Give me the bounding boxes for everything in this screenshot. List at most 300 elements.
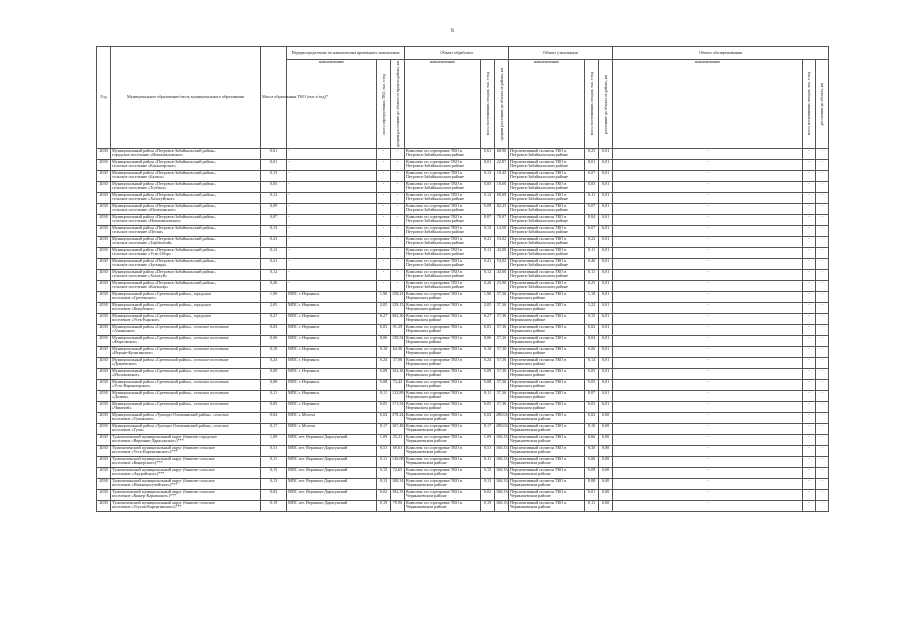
cell-util-mass: 0,09 — [585, 468, 599, 479]
cell-disposal: - — [613, 292, 803, 303]
cell-acc-dist: 91,29 — [391, 325, 405, 336]
cell-municipality: Муниципальный район «Петровск-Забайкальский район», сельское поселение «Малетинское» — [111, 204, 261, 215]
cell-disp-mass: - — [803, 193, 816, 204]
cell-proc-dist: 14,50 — [495, 226, 509, 237]
cell-processing: Комплекс по сортировке ТКО в Нерчинском районе — [405, 336, 481, 347]
cell-disp-mass: - — [803, 490, 816, 501]
header-redistribution: Перераспределение по накопителям временного накопления — [287, 47, 405, 60]
cell-proc-dist: 57,36 — [495, 314, 509, 325]
cell-utilization: Перспективный полигон ТКО в Петровск-Забайкальском районе — [509, 259, 585, 270]
cell-processing: Комплекс по сортировке ТКО в Чернышевском районе — [405, 468, 481, 479]
cell-proc-dist: 160,33 — [495, 457, 509, 468]
cell-disp-dist: - — [816, 259, 829, 270]
cell-year: 2030 — [97, 424, 111, 435]
cell-proc-dist: 57,36 — [495, 380, 509, 391]
cell-proc-mass: 0,61 — [481, 149, 495, 160]
cell-accumulator: МПС г. Нерчинск — [287, 314, 377, 325]
cell-acc-dist: - — [391, 226, 405, 237]
cell-utilization: Перспективный полигон ТКО в Петровск-Забайкальском районе — [509, 248, 585, 259]
cell-proc-dist: 160,33 — [495, 490, 509, 501]
cell-util-mass: 0,11 — [585, 501, 599, 512]
header-name-2: наименование — [405, 60, 481, 149]
cell-mass: 0,09 — [261, 204, 287, 215]
cell-proc-dist: 280,04 — [495, 424, 509, 435]
table-row — [97, 149, 829, 160]
cell-util-mass: 0,30 — [585, 446, 599, 457]
cell-disposal: - — [613, 160, 803, 171]
cell-disp-mass: - — [803, 270, 816, 281]
cell-utilization: Перспективный полигон ТКО в Петровск-Забайкальском районе — [509, 171, 585, 182]
cell-municipality: Муниципальный район «Петровск-Забайкальский район», сельское поселение «Толбага» — [111, 182, 261, 193]
cell-processing: Комплекс по сортировке ТКО в Петровск-Забайкальском районе — [405, 160, 481, 171]
table-row — [97, 292, 829, 303]
cell-acc-dist: - — [391, 193, 405, 204]
cell-municipality: Муниципальный район «Петровск-Забайкальский район», сельское поселение «Хохотуйское» — [111, 193, 261, 204]
cell-proc-dist: 160,33 — [495, 479, 509, 490]
table-row — [97, 237, 829, 248]
cell-processing: Комплекс по сортировке ТКО в Чернышевском районе — [405, 413, 481, 424]
cell-year: 2030 — [97, 259, 111, 270]
cell-acc-mass: - — [377, 160, 391, 171]
header-dist-3: расстояние до объекта от района, км — [599, 60, 613, 149]
cell-accumulator: МПС пгт. Вершино-Дарасунский — [287, 490, 377, 501]
header-municipality: Муниципальное образование/часть муниципального образования — [111, 47, 261, 149]
cell-util-dist: 0,00 — [599, 468, 613, 479]
cell-util-mass: 0,03 — [585, 182, 599, 193]
cell-util-dist: 0,00 — [599, 424, 613, 435]
cell-disp-mass: - — [803, 281, 816, 292]
cell-proc-mass: 0,19 — [481, 501, 495, 512]
cell-processing: Комплекс по сортировке ТКО в Чернышевском районе — [405, 424, 481, 435]
cell-disp-dist: - — [816, 248, 829, 259]
cell-year: 2030 — [97, 171, 111, 182]
cell-disp-mass: - — [803, 160, 816, 171]
cell-municipality: Тунгокоченский муниципальный округ (бывшее сельское поселение «Кыкерское»)*** — [111, 457, 261, 468]
cell-disposal: - — [613, 391, 803, 402]
cell-municipality: Муниципальный район «Сретенский район», городское поселение «Усть-Карское» — [111, 314, 261, 325]
cell-util-mass: 0,06 — [585, 347, 599, 358]
cell-mass: 0,10 — [261, 347, 287, 358]
cell-disp-mass: - — [803, 380, 816, 391]
cell-util-mass: 0,07 — [585, 391, 599, 402]
cell-disp-dist: - — [816, 435, 829, 446]
cell-disposal: - — [613, 270, 803, 281]
cell-municipality: Муниципальный район «Петровск-Забайкальский район», сельское поселение «Тарбагатай» — [111, 237, 261, 248]
cell-disposal: - — [613, 490, 803, 501]
cell-proc-mass: 0,11 — [481, 457, 495, 468]
cell-util-dist: 0,01 — [599, 391, 613, 402]
cell-utilization: Перспективный полигон ТКО в Чернышевском районе — [509, 457, 585, 468]
cell-util-dist: 0,01 — [599, 325, 613, 336]
cell-processing: Комплекс по сортировке ТКО в Петровск-Забайкальском районе — [405, 237, 481, 248]
cell-util-mass: 0,02 — [585, 325, 599, 336]
table-row — [97, 501, 829, 512]
header-dist-4: расстояние до объекта, км — [816, 60, 829, 149]
cell-acc-dist: - — [391, 270, 405, 281]
cell-year: 2030 — [97, 336, 111, 347]
cell-disp-dist: - — [816, 479, 829, 490]
cell-proc-mass: 0,27 — [481, 314, 495, 325]
header-dist-1: средняя расстояние до объекта от предела района, км — [391, 60, 405, 149]
cell-acc-mass: 0,04 — [377, 413, 391, 424]
cell-acc-mass: - — [377, 149, 391, 160]
cell-disp-mass: - — [803, 292, 816, 303]
cell-proc-mass: 0,24 — [481, 358, 495, 369]
cell-disp-mass: - — [803, 259, 816, 270]
cell-processing: Комплекс по сортировке ТКО в Петровск-Забайкальском районе — [405, 149, 481, 160]
cell-utilization: Перспективный полигон ТКО в Петровск-Забайкальском районе — [509, 193, 585, 204]
cell-acc-dist: 158,54 — [391, 336, 405, 347]
cell-municipality: Муниципальный район «Сретенский район», сельское поселение «Алиянское» — [111, 325, 261, 336]
header-mass-4: масса поступивших отходов, тыс. т/год — [803, 60, 816, 149]
cell-disp-mass: - — [803, 479, 816, 490]
cell-accumulator: МПС г. Нерчинск — [287, 358, 377, 369]
cell-util-mass: 0,05 — [585, 380, 599, 391]
cell-year: 2030 — [97, 369, 111, 380]
cell-proc-mass: 0,12 — [481, 270, 495, 281]
cell-acc-dist: 302,30 — [391, 314, 405, 325]
cell-acc-mass: - — [377, 259, 391, 270]
cell-accumulator: МПС г. Могоча — [287, 413, 377, 424]
cell-year: 2030 — [97, 193, 111, 204]
cell-acc-dist: - — [391, 215, 405, 226]
cell-acc-mass: - — [377, 182, 391, 193]
cell-acc-mass: 0,17 — [377, 424, 391, 435]
cell-util-mass: 0,15 — [585, 314, 599, 325]
cell-proc-mass: 0,05 — [481, 182, 495, 193]
cell-disp-dist: - — [816, 325, 829, 336]
cell-proc-dist: 43,00 — [495, 270, 509, 281]
table-row — [97, 259, 829, 270]
cell-util-dist: 0,00 — [599, 435, 613, 446]
cell-proc-dist: 280,04 — [495, 413, 509, 424]
table-row — [97, 204, 829, 215]
cell-accumulator: - — [287, 182, 377, 193]
table-row — [97, 281, 829, 292]
cell-proc-dist: 57,36 — [495, 358, 509, 369]
cell-disp-mass: - — [803, 413, 816, 424]
cell-proc-mass: 0,02 — [481, 490, 495, 501]
cell-disp-mass: - — [803, 446, 816, 457]
header-processing: Объект обработки — [405, 47, 509, 60]
cell-mass: 0,02 — [261, 490, 287, 501]
cell-acc-mass: 0,13 — [377, 479, 391, 490]
cell-util-dist: 0,01 — [599, 314, 613, 325]
cell-acc-dist: 129,13 — [391, 303, 405, 314]
cell-disp-mass: - — [803, 336, 816, 347]
cell-utilization: Перспективный полигон ТКО в Нерчинском районе — [509, 336, 585, 347]
cell-util-dist: 0,01 — [599, 358, 613, 369]
cell-util-dist: 0,01 — [599, 402, 613, 413]
cell-mass: 0,13 — [261, 171, 287, 182]
cell-accumulator: - — [287, 281, 377, 292]
cell-util-dist: 0,01 — [599, 347, 613, 358]
cell-util-dist: 0,01 — [599, 248, 613, 259]
cell-municipality: Муниципальный район «Сретенский район», сельское поселение «Молоковское» — [111, 369, 261, 380]
cell-proc-mass: 0,15 — [481, 468, 495, 479]
cell-year: 2030 — [97, 325, 111, 336]
cell-disp-dist: - — [816, 490, 829, 501]
cell-mass: 1,90 — [261, 292, 287, 303]
cell-processing: Комплекс по сортировке ТКО в Нерчинском районе — [405, 402, 481, 413]
cell-acc-mass: - — [377, 215, 391, 226]
cell-acc-dist: - — [391, 171, 405, 182]
cell-util-mass: 0,22 — [585, 237, 599, 248]
cell-proc-mass: 0,05 — [481, 402, 495, 413]
cell-mass: 0,41 — [261, 237, 287, 248]
cell-utilization: Перспективный полигон ТКО в Нерчинском районе — [509, 402, 585, 413]
table-row — [97, 226, 829, 237]
cell-disposal: - — [613, 248, 803, 259]
table-row — [97, 457, 829, 468]
cell-accumulator: МПС г. Нерчинск — [287, 292, 377, 303]
cell-disposal: - — [613, 314, 803, 325]
cell-acc-mass: 1,90 — [377, 292, 391, 303]
cell-accumulator: - — [287, 237, 377, 248]
cell-proc-dist: 57,36 — [495, 369, 509, 380]
cell-util-mass: 0,11 — [585, 193, 599, 204]
table-row — [97, 402, 829, 413]
cell-municipality: Тунгокоченский муниципальный округ (бывшее сельское поселение «Усугли-Каренгинское»)*** — [111, 501, 261, 512]
cell-acc-dist: - — [391, 281, 405, 292]
cell-processing: Комплекс по сортировке ТКО в Петровск-Забайкальском районе — [405, 270, 481, 281]
cell-utilization: Перспективный полигон ТКО в Петровск-Забайкальском районе — [509, 160, 585, 171]
cell-mass: 0,12 — [261, 193, 287, 204]
cell-disposal: - — [613, 182, 803, 193]
cell-disp-dist: - — [816, 402, 829, 413]
cell-municipality: Тунгокоченский муниципальный округ (бывшее городское поселение «Вершино-Дарасунское»)*** — [111, 435, 261, 446]
table-row — [97, 490, 829, 501]
cell-year: 2030 — [97, 303, 111, 314]
cell-processing: Комплекс по сортировке ТКО в Петровск-Забайкальском районе — [405, 226, 481, 237]
cell-accumulator: МПС г. Могоча — [287, 424, 377, 435]
cell-accumulator: МПС пгт. Вершино-Дарасунский — [287, 446, 377, 457]
table-row — [97, 424, 829, 435]
header-mass-3: масса поступивших отходов, тыс. т/год — [585, 60, 599, 149]
cell-acc-mass: 0,11 — [377, 391, 391, 402]
table-row — [97, 160, 829, 171]
cell-proc-mass: 0,03 — [481, 325, 495, 336]
cell-util-dist: 0,00 — [599, 457, 613, 468]
cell-processing: Комплекс по сортировке ТКО в Петровск-Забайкальском районе — [405, 281, 481, 292]
cell-proc-mass: 0,13 — [481, 479, 495, 490]
cell-proc-dist: 53,02 — [495, 237, 509, 248]
cell-disp-mass: - — [803, 391, 816, 402]
cell-util-mass: 0,01 — [585, 160, 599, 171]
cell-disp-dist: - — [816, 193, 829, 204]
cell-util-dist: 0,01 — [599, 204, 613, 215]
cell-municipality: Муниципальный район «Сретенский район», сельское поселение «Усть-Наринзорское» — [111, 380, 261, 391]
cell-disp-mass: - — [803, 325, 816, 336]
cell-disp-mass: - — [803, 358, 816, 369]
cell-util-mass: 1,22 — [585, 303, 599, 314]
cell-processing: Комплекс по сортировке ТКО в Нерчинском районе — [405, 380, 481, 391]
cell-acc-mass: - — [377, 171, 391, 182]
cell-proc-dist: 18,45 — [495, 171, 509, 182]
cell-mass: 0,26 — [261, 281, 287, 292]
cell-disp-dist: - — [816, 160, 829, 171]
cell-proc-dist: 160,33 — [495, 468, 509, 479]
header-disposal: Объект обезвреживания — [613, 47, 829, 60]
cell-disposal: - — [613, 226, 803, 237]
header-row-1 — [97, 47, 829, 60]
cell-accumulator: - — [287, 149, 377, 160]
cell-accumulator: - — [287, 270, 377, 281]
cell-util-mass: 0,03 — [585, 402, 599, 413]
cell-utilization: Перспективный полигон ТКО в Нерчинском районе — [509, 380, 585, 391]
cell-mass: 0,15 — [261, 468, 287, 479]
cell-acc-dist: 167,48 — [391, 424, 405, 435]
cell-disp-mass: - — [803, 314, 816, 325]
cell-utilization: Перспективный полигон ТКО в Нерчинском районе — [509, 303, 585, 314]
table-row — [97, 358, 829, 369]
cell-municipality: Муниципальный район «Петровск-Забайкальский район», сельское поселение «Усть-Обор» — [111, 248, 261, 259]
cell-acc-mass: 0,06 — [377, 336, 391, 347]
cell-processing: Комплекс по сортировке ТКО в Чернышевском районе — [405, 490, 481, 501]
cell-proc-mass: 0,10 — [481, 347, 495, 358]
cell-year: 2030 — [97, 501, 111, 512]
table-row — [97, 314, 829, 325]
cell-utilization: Перспективный полигон ТКО в Петровск-Забайкальском районе — [509, 204, 585, 215]
cell-util-mass: 0,08 — [585, 479, 599, 490]
cell-disposal: - — [613, 193, 803, 204]
table-row — [97, 270, 829, 281]
cell-utilization: Перспективный полигон ТКО в Петровск-Забайкальском районе — [509, 149, 585, 160]
cell-accumulator: - — [287, 248, 377, 259]
cell-accumulator: МПС г. Нерчинск — [287, 303, 377, 314]
cell-disposal: - — [613, 446, 803, 457]
cell-util-dist: 0,01 — [599, 303, 613, 314]
table-row — [97, 248, 829, 259]
cell-acc-mass: 0,08 — [377, 380, 391, 391]
cell-municipality: Муниципальный район «Петровск-Забайкальский район», сельское поселение «Зугмара» — [111, 259, 261, 270]
cell-acc-mass: 2,05 — [377, 303, 391, 314]
cell-util-dist: 0,01 — [599, 369, 613, 380]
table-row — [97, 325, 829, 336]
header-utilization: Объект утилизации — [509, 47, 613, 60]
cell-mass: 0,08 — [261, 380, 287, 391]
cell-processing: Комплекс по сортировке ТКО в Петровск-Забайкальском районе — [405, 259, 481, 270]
cell-util-dist: 0,01 — [599, 292, 613, 303]
cell-proc-dist: 160,33 — [495, 501, 509, 512]
cell-proc-dist: 18,60 — [495, 182, 509, 193]
table-row — [97, 347, 829, 358]
cell-municipality: Муниципальный район «Сретенский район», сельское поселение «Делюн» — [111, 391, 261, 402]
cell-disp-mass: - — [803, 248, 816, 259]
cell-processing: Комплекс по сортировке ТКО в Петровск-Забайкальском районе — [405, 215, 481, 226]
cell-accumulator: МПС г. Нерчинск — [287, 336, 377, 347]
cell-utilization: Перспективный полигон ТКО в Нерчинском районе — [509, 358, 585, 369]
cell-year: 2030 — [97, 446, 111, 457]
cell-acc-dist: - — [391, 160, 405, 171]
cell-municipality: Муниципальный район «Петровск-Забайкальский район», сельское поселение «Баляга» — [111, 171, 261, 182]
cell-proc-dist: 57,36 — [495, 347, 509, 358]
cell-proc-mass: 0,13 — [481, 171, 495, 182]
cell-disp-dist: - — [816, 171, 829, 182]
table-body — [97, 149, 829, 512]
cell-proc-mass: 0,06 — [481, 336, 495, 347]
table-row — [97, 193, 829, 204]
cell-util-mass: 0,07 — [585, 226, 599, 237]
cell-year: 2030 — [97, 413, 111, 424]
header-name-1: наименование — [287, 60, 377, 149]
cell-utilization: Перспективный полигон ТКО в Чернышевском районе — [509, 446, 585, 457]
cell-util-mass: 0,14 — [585, 358, 599, 369]
cell-disp-dist: - — [816, 270, 829, 281]
cell-acc-dist: 108,34 — [391, 479, 405, 490]
cell-processing: Комплекс по сортировке ТКО в Петровск-Забайкальском районе — [405, 248, 481, 259]
cell-util-dist: 0,01 — [599, 182, 613, 193]
cell-acc-mass: 1,09 — [377, 435, 391, 446]
cell-util-mass: 0,04 — [585, 336, 599, 347]
cell-mass: 0,11 — [261, 457, 287, 468]
cell-disposal: - — [613, 171, 803, 182]
header-mass-1: масса перегрузочных ТКО, тыс. т/год — [377, 60, 391, 149]
cell-year: 2030 — [97, 347, 111, 358]
cell-year: 2030 — [97, 237, 111, 248]
cell-disp-dist: - — [816, 204, 829, 215]
cell-utilization: Перспективный полигон ТКО в Петровск-Забайкальском районе — [509, 281, 585, 292]
cell-municipality: Тунгокоченский муниципальный округ (бывшее сельское поселение «Акурайское»)*** — [111, 468, 261, 479]
cell-disposal: - — [613, 237, 803, 248]
cell-proc-dist: 160,33 — [495, 446, 509, 457]
cell-disp-mass: - — [803, 347, 816, 358]
cell-disp-dist: - — [816, 281, 829, 292]
cell-municipality: Муниципальный район «Петровск-Забайкальский район», сельское поселение «Новопавловское» — [111, 215, 261, 226]
cell-mass: 0,12 — [261, 248, 287, 259]
cell-municipality: Муниципальный район «Сретенский район», городское поселение «Кокуйское» — [111, 303, 261, 314]
cell-acc-mass: 0,15 — [377, 468, 391, 479]
cell-accumulator: МПС г. Нерчинск — [287, 391, 377, 402]
cell-mass: 0,11 — [261, 391, 287, 402]
cell-acc-dist: 182,35 — [391, 490, 405, 501]
cell-proc-mass: 1,90 — [481, 292, 495, 303]
cell-proc-mass: 0,09 — [481, 369, 495, 380]
cell-util-dist: 0,01 — [599, 215, 613, 226]
cell-proc-mass: 0,01 — [481, 160, 495, 171]
cell-municipality: Муниципальный район «Сретенский район», сельское поселение «Верхне-Куэнгинское» — [111, 347, 261, 358]
cell-accumulator: - — [287, 259, 377, 270]
cell-mass: 2,05 — [261, 303, 287, 314]
cell-disp-dist: - — [816, 182, 829, 193]
cell-util-dist: 0,01 — [599, 171, 613, 182]
cell-util-mass: 0,11 — [585, 248, 599, 259]
cell-year: 2030 — [97, 358, 111, 369]
cell-disp-dist: - — [816, 501, 829, 512]
cell-disposal: - — [613, 424, 803, 435]
cell-acc-mass: - — [377, 204, 391, 215]
cell-acc-dist: - — [391, 259, 405, 270]
cell-disposal: - — [613, 369, 803, 380]
cell-processing: Комплекс по сортировке ТКО в Петровск-Забайкальском районе — [405, 193, 481, 204]
cell-municipality: Муниципальный район «Сретенский район», сельское поселение «Чикичей» — [111, 402, 261, 413]
cell-proc-mass: 0,04 — [481, 413, 495, 424]
cell-accumulator: МПС г. Нерчинск — [287, 325, 377, 336]
cell-processing: Комплекс по сортировке ТКО в Чернышевском районе — [405, 457, 481, 468]
cell-municipality: Муниципальный район «Петровск-Забайкальский район», сельское поселение «Хохотуй» — [111, 270, 261, 281]
cell-acc-dist: 37,08 — [391, 358, 405, 369]
table-row — [97, 479, 829, 490]
cell-util-dist: 0,00 — [599, 490, 613, 501]
cell-util-mass: 0,66 — [585, 435, 599, 446]
cell-municipality: Муниципальный район «Тунгиро-Олекминский район», сельское поселение «Тупикское» — [111, 413, 261, 424]
cell-disp-dist: - — [816, 226, 829, 237]
cell-disposal: - — [613, 413, 803, 424]
cell-utilization: Перспективный полигон ТКО в Петровск-Забайкальском районе — [509, 215, 585, 226]
cell-processing: Комплекс по сортировке ТКО в Чернышевском районе — [405, 501, 481, 512]
cell-utilization: Перспективный полигон ТКО в Петровск-Забайкальском районе — [509, 182, 585, 193]
cell-acc-dist: 69,01 — [391, 446, 405, 457]
